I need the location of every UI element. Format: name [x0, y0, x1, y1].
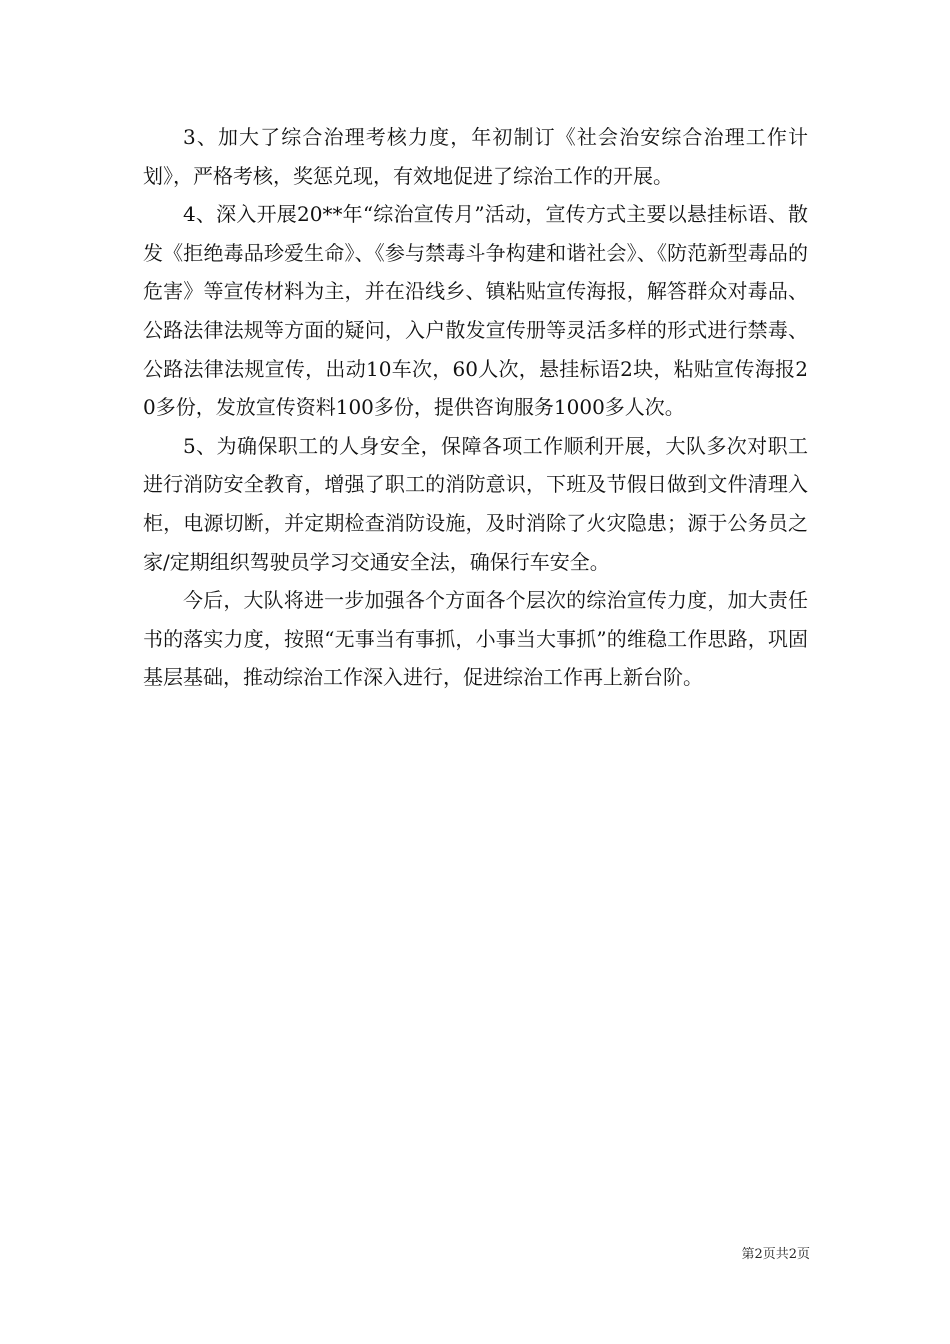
- paragraph-item-3: 3、加大了综合治理考核力度，年初制订《社会治安综合治理工作计划》，严格考核，奖惩兑现，有效地促进了综治工作的开展。: [143, 125, 808, 188]
- paragraph-item-5: 5、为确保职工的人身安全，保障各项工作顺利开展，大队多次对职工进行消防安全教育，增强了职工的消防意识，下班及节假日做到文件清理入柜，电源切断，并定期检查消防设施，及时消除了火灾隐患；源于公务员之家/定期组织驾驶员学习交通安全法，确保行车安全。: [143, 433, 808, 574]
- page-number-footer: 第2页共2页: [741, 1247, 810, 1262]
- document-body: [143, 118, 808, 697]
- paragraph-conclusion: 今后，大队将进一步加强各个方面各个层次的综治宣传力度，加大责任书的落实力度，按照“无事当有事抓，小事当大事抓”的维稳工作思路，巩固基层基础，推动综治工作深入进行，促进综治工作再上新台阶。: [143, 588, 808, 690]
- paragraph-item-4: 4、深入开展20**年“综治宣传月”活动，宣传方式主要以悬挂标语、散发《拒绝毒品珍爱生命》、《参与禁毒斗争构建和谐社会》、《防范新型毒品的危害》等宣传材料为主，并在沿线乡、镇粘贴宣传海报，解答群众对毒品、公路法律法规等方面的疑问，入户散发宣传册等灵活多样的形式进行禁毒、公路法律法规宣传，出动10车次，60人次，悬挂标语2块，粘贴宣传海报20多份，发放宣传资料100多份，提供咨询服务1000多人次。: [143, 202, 808, 420]
